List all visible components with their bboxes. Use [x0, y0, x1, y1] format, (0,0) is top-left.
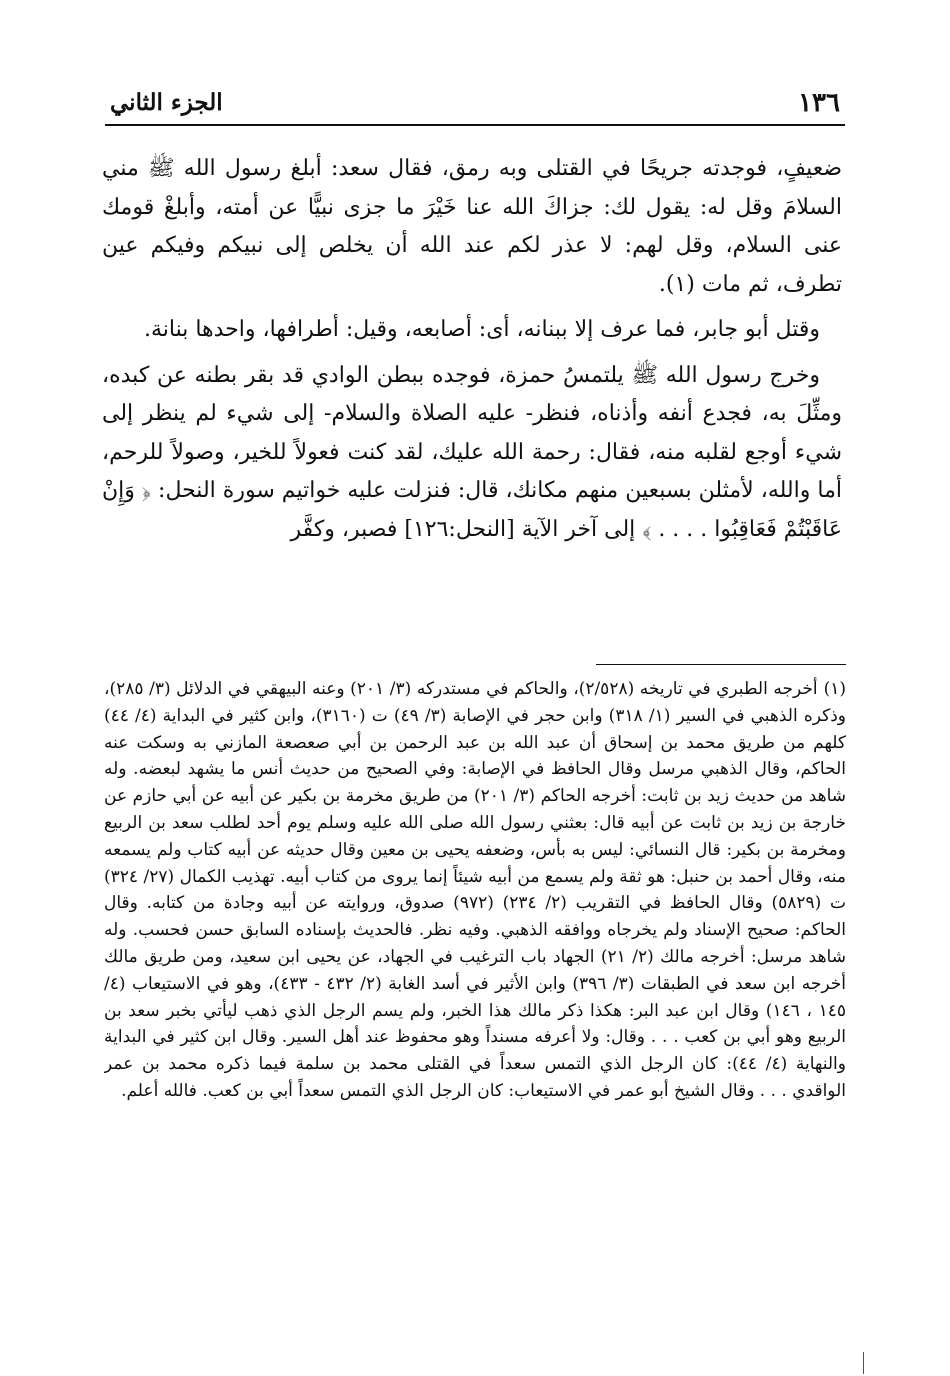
- main-paragraph: ضعيفٍ، فوجدته جريحًا في القتلى وبه رمق، فقال سعد: أبلغ رسول الله ﷺ مني السلامَ وقل له: يقول لك: جزاكَ الله عنا خَيْرَ ما جزى نبيًّا عن أمته، وأبلغْ قومك عنى السلام، وقل لهم: لا عذر لكم عند الله أن يخلص إلى نبيكم وفيكم عين تطرف، ثم مات (١).: [102, 156, 842, 297]
- running-head: [110, 86, 840, 126]
- header-divider: [105, 124, 845, 126]
- page-number: ١٣٦: [798, 88, 840, 118]
- main-paragraph: وخرج رسول الله ﷺ يلتمسُ حمزة، فوجده ببطن الوادي قد بقر بطنه عن كبده، ومثِّلَ به، فجدع أنفه وأذناه، فنظر- عليه الصلاة والسلام- إلى شيء لم ينظر إلى شيء أوجع لقلبه منه، فقال: رحمة الله عليك، لقد كنت فعولاً للخير، وصولاً للرحم، أما والله، لأمثلن بسبعين منهم مكانك، قال: فنزلت عليه خواتيم سورة النحل: ﴿ وَإِنْ عَاقَبْتُمْ فَعَاقِبُوا . . . . ﴾ إلى آخر الآية [النحل:١٢٦] فصبر، وكفَّر: [102, 362, 842, 542]
- main-text: [102, 150, 842, 640]
- footnote-divider: [596, 664, 846, 665]
- footnote-text: أخرجه الطبري في تاريخه (٢/٥٢٨)، والحاكم في مستدركه (٣/ ٢٠١) وعنه البيهقي في الدلائل (٣/ ٢٨٥)، وذكره الذهبي في السير (١/ ٣١٨) وابن حجر في الإصابة (٣/ ٤٩) ت (٣١٦٠)، وابن كثير في البداية (٤/ ٤٤) كلهم من طريق محمد بن إسحاق أن عبد الله بن عبد الرحمن بن أبي صعصعة المازني به وسكت عنه الحاكم، وقال الذهبي مرسل وقال الحافظ في الإصابة: وفي الصحيح من حديث أنس ما يشهد لبعضه. وله شاهد من حديث زيد بن ثابت: أخرجه الحاكم (٣/ ٢٠١) من طريق مخرمة بن بكير عن أبيه عن أبي حازم عن خارجة بن زيد بن ثابت عن أبيه قال: بعثني رسول الله صلى الله عليه وسلم يوم أحد لطلب سعد بن الربيع ومخرمة بن بكير: قال النسائي: ليس به بأس، وضعفه يحيى بن معين وقال حديثه عن أبيه كتاب ولم يسمعه منه، وقال أحمد بن حنبل: هو ثقة ولم يسمع من أبيه شيئاً إنما يروى من كتاب أبيه. تهذيب الكمال (٢٧/ ٣٢٤) ت (٥٨٢٩) وقال الحافظ في التقريب (٢/ ٢٣٤) (٩٧٢) صدوق، وروايته عن أبيه وجادة من كتابه. وقال الحاكم: صحيح الإسناد ولم يخرجاه ووافقه الذهبي. وفيه نظر. فالحديث بإسناده السابق حسن فحسب. وله شاهد مرسل: أخرجه مالك (٢/ ٢١) الجهاد باب الترغيب في الجهاد، عن يحيى ابن سعيد، ومن طريق مالك أخرجه ابن سعد في الطبقات (٣/ ٣٩٦) وابن الأثير في أسد الغابة (٢/ ٤٣٢ - ٤٣٣)، وهو في الاستيعاب (٤/ ١٤٥ ، ١٤٦) وقال ابن عبد البر: هكذا ذكر مالك هذا الخبر، ولم يسم الرجل الذي ذهب ليأتي بخبر سعد بن الربيع وهو أبي بن كعب . . . وقال: ولا أعرفه مسنداً وهو محفوظ عند أهل السير. وقال ابن كثير في البداية والنهاية (٤/ ٤٤): كان الرجل الذي التمس سعداً في القتلى محمد بن سلمة فيما ذكره محمد بن عمر الواقدي . . . وقال الشيخ أبو عمر في الاستيعاب: كان الرجل الذي التمس سعداً أبي بن كعب. فالله أعلم.: [104, 679, 846, 1101]
- footnote-marker: (١): [823, 679, 846, 699]
- part-title: الجزء الثاني: [110, 89, 223, 116]
- footnotes: [104, 676, 846, 1316]
- scan-edge-mark: [863, 1352, 864, 1374]
- main-paragraph: وقتل أبو جابر، فما عرف إلا ببنانه، أى: أصابعه، وقيل: أطرافها، واحدها بنانة.: [143, 317, 820, 342]
